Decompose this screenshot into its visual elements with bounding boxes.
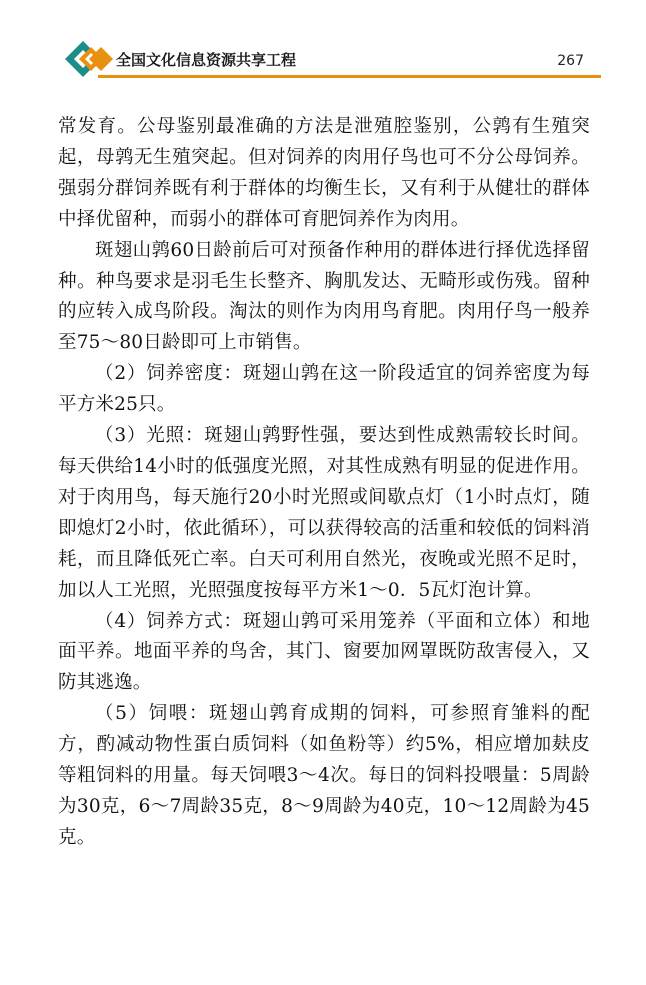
header-divider [98, 75, 601, 78]
page-header [0, 0, 646, 90]
body-text [58, 112, 590, 854]
paragraph-breeder-selection: 斑翅山鹑60日龄前后可对预备作种用的群体进行择优选择留种。种鸟要求是羽毛生长整齐、胸肌发达、无畸形或伤残。留种的应转入成鸟阶段。淘汰的则作为肉用鸟育肥。肉用仔鸟一般养至75～80日龄即可上市销售。 [58, 239, 590, 354]
paragraph-continued: 常发育。公母鉴别最准确的方法是泄殖腔鉴别，公鹑有生殖突起，母鹑无生殖突起。但对饲养的肉用仔鸟也可不分公母饲养。强弱分群饲养既有利于群体的均衡生长，又有利于从健壮的群体中择优留种，而弱小的群体可育肥饲养作为肉用。 [58, 116, 590, 230]
diamond-logo-icon [63, 39, 119, 79]
paragraph-lighting: （3）光照：斑翅山鹑野性强，要达到性成熟需较长时间。每天供给14小时的低强度光照，对其性成熟有明显的促进作用。对于肉用鸟，每天施行20小时光照或间歇点灯（1小时点灯，随即熄灯2小时，依此循环），可以获得较高的活重和较低的饲料消耗，而且降低死亡率。白天可利用自然光，夜晚或光照不足时，加以人工光照，光照强度按每平方米1～0．5瓦灯泡计算。 [58, 425, 590, 601]
header-title: 全国文化信息资源共享工程 [116, 51, 297, 69]
page-number: 267 [557, 53, 584, 69]
paragraph-stocking-density: （2）饲养密度：斑翅山鹑在这一阶段适宜的饲养密度为每平方米25只。 [58, 363, 590, 416]
paragraph-feeding: （5）饲喂：斑翅山鹑育成期的饲料，可参照育雏料的配方，酌减动物性蛋白质饲料（如鱼粉等）约5%，相应增加麸皮等粗饲料的用量。每天饲喂3～4次。每日的饲料投喂量：5周龄为30克，6～7周龄35克，8～9周龄为40克，10～12周龄为45克。 [58, 703, 590, 848]
paragraph-housing-method: （4）饲养方式：斑翅山鹑可采用笼养（平面和立体）和地面平养。地面平养的鸟舍，其门、窗要加网罩既防敌害侵入，又防其逃逸。 [58, 610, 590, 694]
